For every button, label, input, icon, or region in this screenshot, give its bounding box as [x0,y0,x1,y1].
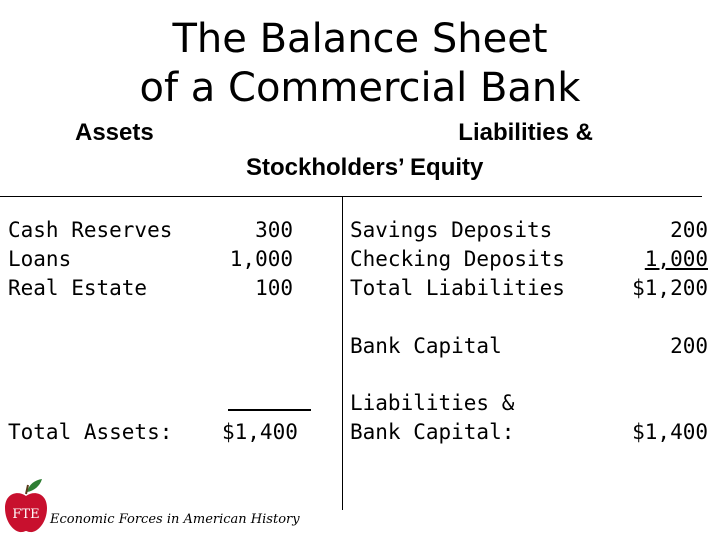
total-liabilities-value: $1,400 [632,420,708,444]
asset-label: Loans [8,247,72,271]
apple-logo-icon [2,478,50,534]
asset-label: Cash Reserves [8,218,173,242]
apple-stem [26,485,28,494]
title-line-1: The Balance Sheet [172,16,548,62]
liability-label: Savings Deposits [350,218,553,242]
liabilities-header-line-1: Liabilities & [458,119,593,146]
bank-capital-value: 200 [670,334,708,358]
assets-header: Assets [75,119,154,146]
apple-leaf [27,479,42,492]
liability-value: $1,200 [632,276,708,300]
liability-label: Total Liabilities [350,276,565,300]
header-divider [0,196,702,197]
total-assets-value: $1,400 [222,420,298,444]
liabilities-header-line-2: Stockholders’ Equity [246,154,484,181]
assets-sum-rule [228,409,311,411]
total-assets-label: Total Assets: [8,420,173,444]
footer-caption: Economic Forces in American History [50,512,300,527]
asset-value: 100 [255,276,293,300]
column-divider [342,197,343,510]
asset-value: 300 [255,218,293,242]
asset-value: 1,000 [229,247,293,271]
liability-label: Checking Deposits [350,247,565,271]
liability-value-underlined: 1,000 [644,247,708,271]
bank-capital-label: Bank Capital [350,334,502,358]
logo-text: FTE [12,507,40,522]
asset-label: Real Estate [8,276,148,300]
liability-value: 200 [670,218,708,242]
title-line-2: of a Commercial Bank [139,65,581,111]
total-liabilities-label-line-2: Bank Capital: [350,420,515,444]
total-liabilities-label-line-1: Liabilities & [350,391,515,415]
